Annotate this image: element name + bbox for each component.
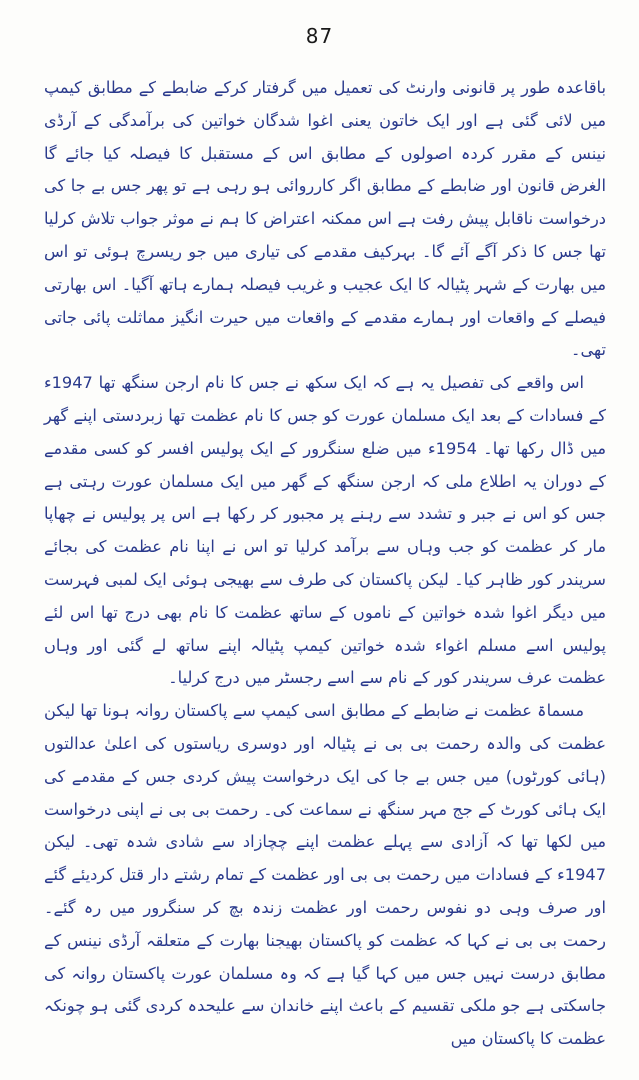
body-text (44, 72, 606, 1056)
paragraph-1: باقاعدہ طور پر قانونی وارنٹ کی تعمیل میں گرفتار کرکے ضابطے کے مطابق کیمپ میں لائی گئی ہے اور ایک خاتون یعنی اغوا شدگان خواتین کی برآمدگی کے آرڈی نینس کے مقرر کردہ اصولوں کے مطابق اس کے مستقبل کا فیصلہ کیا جائے گا الغرض قانون اور ضابطے کے مطابق اگر کارروائی ہو رہی ہے تو پھر جس بے جا کی درخواست ناقابل پیش رفت ہے اس ممکنہ اعتراض کا ہم نے موثر جواب تلاش کرلیا تھا جس کا ذکر آگے آئے گا۔ بہرکیف مقدمے کی تیاری میں جو ریسرچ ہوئی تو اس میں بھارت کے شہر پٹیالہ کا ایک عجیب و غریب فیصلہ ہمارے ہاتھ آگیا۔ اس بھارتی فیصلے کے واقعات اور ہمارے مقدمے کے واقعات میں حیرت انگیز مماثلت پائی جاتی تھی۔ (44, 78, 606, 360)
paragraph-3: مسماۃ عظمت نے ضابطے کے مطابق اسی کیمپ سے پاکستان روانہ ہونا تھا لیکن عظمت کی والدہ رحمت بی بی نے پٹیالہ اور دوسری ریاستوں کی اعلیٰ عدالتوں (ہائی کورٹوں) میں جس بے جا کی ایک درخواست پیش کردی جس کے مقدمے کی ایک ہائی کورٹ کے جج مہر سنگھ نے سماعت کی۔ رحمت بی بی نے اپنی درخواست میں لکھا تھا کہ آزادی سے پہلے عظمت اپنے چچازاد سے شادی شدہ تھی۔ لیکن 1947ء کے فسادات میں رحمت بی بی اور عظمت کے تمام رشتے دار قتل کردیئے گئے اور صرف وہی دو نفوس رحمت اور عظمت زندہ بچ کر سنگرور میں رہ گئے۔ رحمت بی بی نے کہا کہ عظمت کو پاکستان بھیجنا بھارت کے متعلقہ آرڈی نینس کے مطابق درست نہیں جس میں کہا گیا ہے کہ وہ مسلمان عورت پاکستان روانہ کی جاسکتی ہے جو ملکی تقسیم کے باعث اپنے خاندان سے علیحدہ کردی گئی ہو چونکہ عظمت کا پاکستان میں (44, 701, 606, 1049)
paragraph-2: اس واقعے کی تفصیل یہ ہے کہ ایک سکھ نے جس کا نام ارجن سنگھ تھا 1947ء کے فسادات کے بعد ایک مسلمان عورت کو جس کا نام عظمت تھا زبردستی اپنے گھر میں ڈال رکھا تھا۔ 1954ء میں ضلع سنگرور کے ایک پولیس افسر کو کسی مقدمے کے دوران یہ اطلاع ملی کہ ارجن سنگھ کے گھر میں ایک مسلمان عورت رہتی ہے جس کو اس نے جبر و تشدد سے رہنے پر مجبور کر رکھا ہے اس پر پولیس نے چھاپا مار کر عظمت کو جب وہاں سے برآمد کرلیا تو اس نے اپنا نام عظمت کی بجائے سریندر کور ظاہر کیا۔ لیکن پاکستان کی طرف سے بھیجی ہوئی ایک لمبی فہرست میں دیگر اغوا شدہ خواتین کے ناموں کے ساتھ عظمت کا نام بھی درج تھا اس لئے پولیس اسے مسلم اغواء شدہ خواتین کیمپ پٹیالہ اپنے ساتھ لے گئی اور وہاں عظمت عرف سریندر کور کے نام سے اسے رجسٹر میں درج کرلیا۔ (44, 373, 606, 688)
page-number: 87 (305, 24, 334, 48)
